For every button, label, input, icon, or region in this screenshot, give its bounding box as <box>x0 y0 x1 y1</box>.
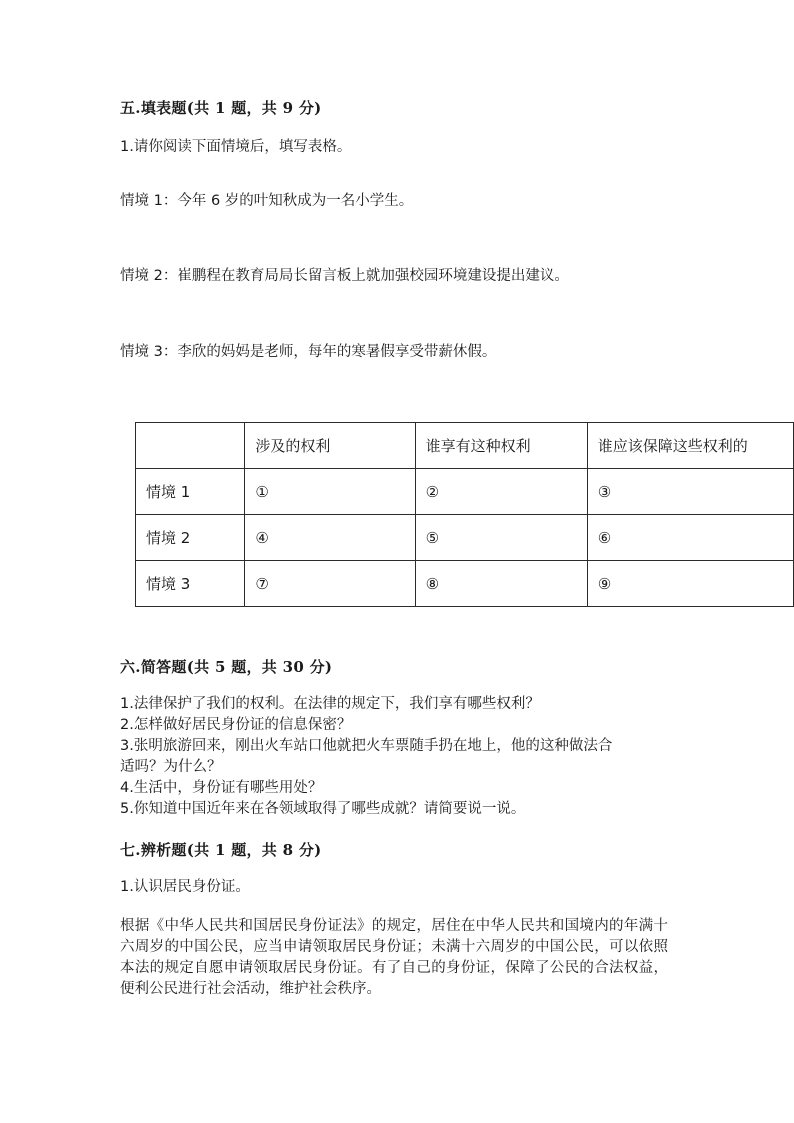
scenario-1-text: 情境 1：今年 6 岁的叶知秋成为一名小学生。 <box>120 193 414 209</box>
table-row <box>136 515 794 561</box>
table-cell: 情境 1 <box>136 469 245 515</box>
scenario-2-text: 情境 2：崔鹏程在教育局局长留言板上就加强校园环境建设提出建议。 <box>120 268 569 284</box>
short-answer-question: 5.你知道中国近年来在各领域取得了哪些成就？请简要说一说。 <box>120 801 526 817</box>
table-cell: ④ <box>245 515 415 561</box>
table-header-cell <box>136 423 245 469</box>
section-7-question-1: 1.认识居民身份证。 <box>120 879 250 895</box>
table-cell: ② <box>415 469 587 515</box>
table-cell: ⑨ <box>587 561 793 607</box>
short-answer-question: 4.生活中，身份证有哪些用处？ <box>120 780 323 796</box>
table-cell: ③ <box>587 469 793 515</box>
section-5-question-1: 1.请你阅读下面情境后，填写表格。 <box>120 139 352 155</box>
table-header-row <box>136 423 794 469</box>
scenario-3-text: 情境 3：李欣的妈妈是老师，每年的寒暑假享受带薪休假。 <box>120 344 497 360</box>
short-answer-question: 1.法律保护了我们的权利。在法律的规定下，我们享有哪些权利？ <box>120 696 540 712</box>
table-cell: 情境 2 <box>136 515 245 561</box>
rights-table <box>135 422 794 607</box>
table-header-cell: 谁应该保障这些权利的 <box>587 423 793 469</box>
section-6-title: 六.简答题(共 5 题，共 30 分) <box>120 658 333 676</box>
section-7-title: 七.辨析题(共 1 题，共 8 分) <box>120 841 322 859</box>
table-cell: ⑦ <box>245 561 415 607</box>
table-row <box>136 469 794 515</box>
section-7-paragraph: 根据《中华人民共和国居民身份证法》的规定，居住在中华人民共和国境内的年满十六周岁的中国公民，应当申请领取居民身份证；未满十六周岁的中国公民，可以依照本法的规定自愿申请领取居民身份证。有了自己的身份证，保障了公民的合法权益，便利公民进行社会活动，维护社会秩序。 <box>120 918 668 997</box>
table-cell: 情境 3 <box>136 561 245 607</box>
table-cell: ⑧ <box>415 561 587 607</box>
table-cell: ① <box>245 469 415 515</box>
table-cell: ⑥ <box>587 515 793 561</box>
table-row <box>136 561 794 607</box>
section-5-title: 五.填表题(共 1 题，共 9 分) <box>120 99 322 117</box>
table-header-cell: 涉及的权利 <box>245 423 415 469</box>
short-answer-question-continued: 适吗？为什么？ <box>120 759 222 775</box>
short-answer-question: 2.怎样做好居民身份证的信息保密？ <box>120 717 352 733</box>
table-cell: ⑤ <box>415 515 587 561</box>
table-header-cell: 谁享有这种权利 <box>415 423 587 469</box>
short-answer-question: 3.张明旅游回来，刚出火车站口他就把火车票随手扔在地上，他的这种做法合 <box>120 738 613 754</box>
